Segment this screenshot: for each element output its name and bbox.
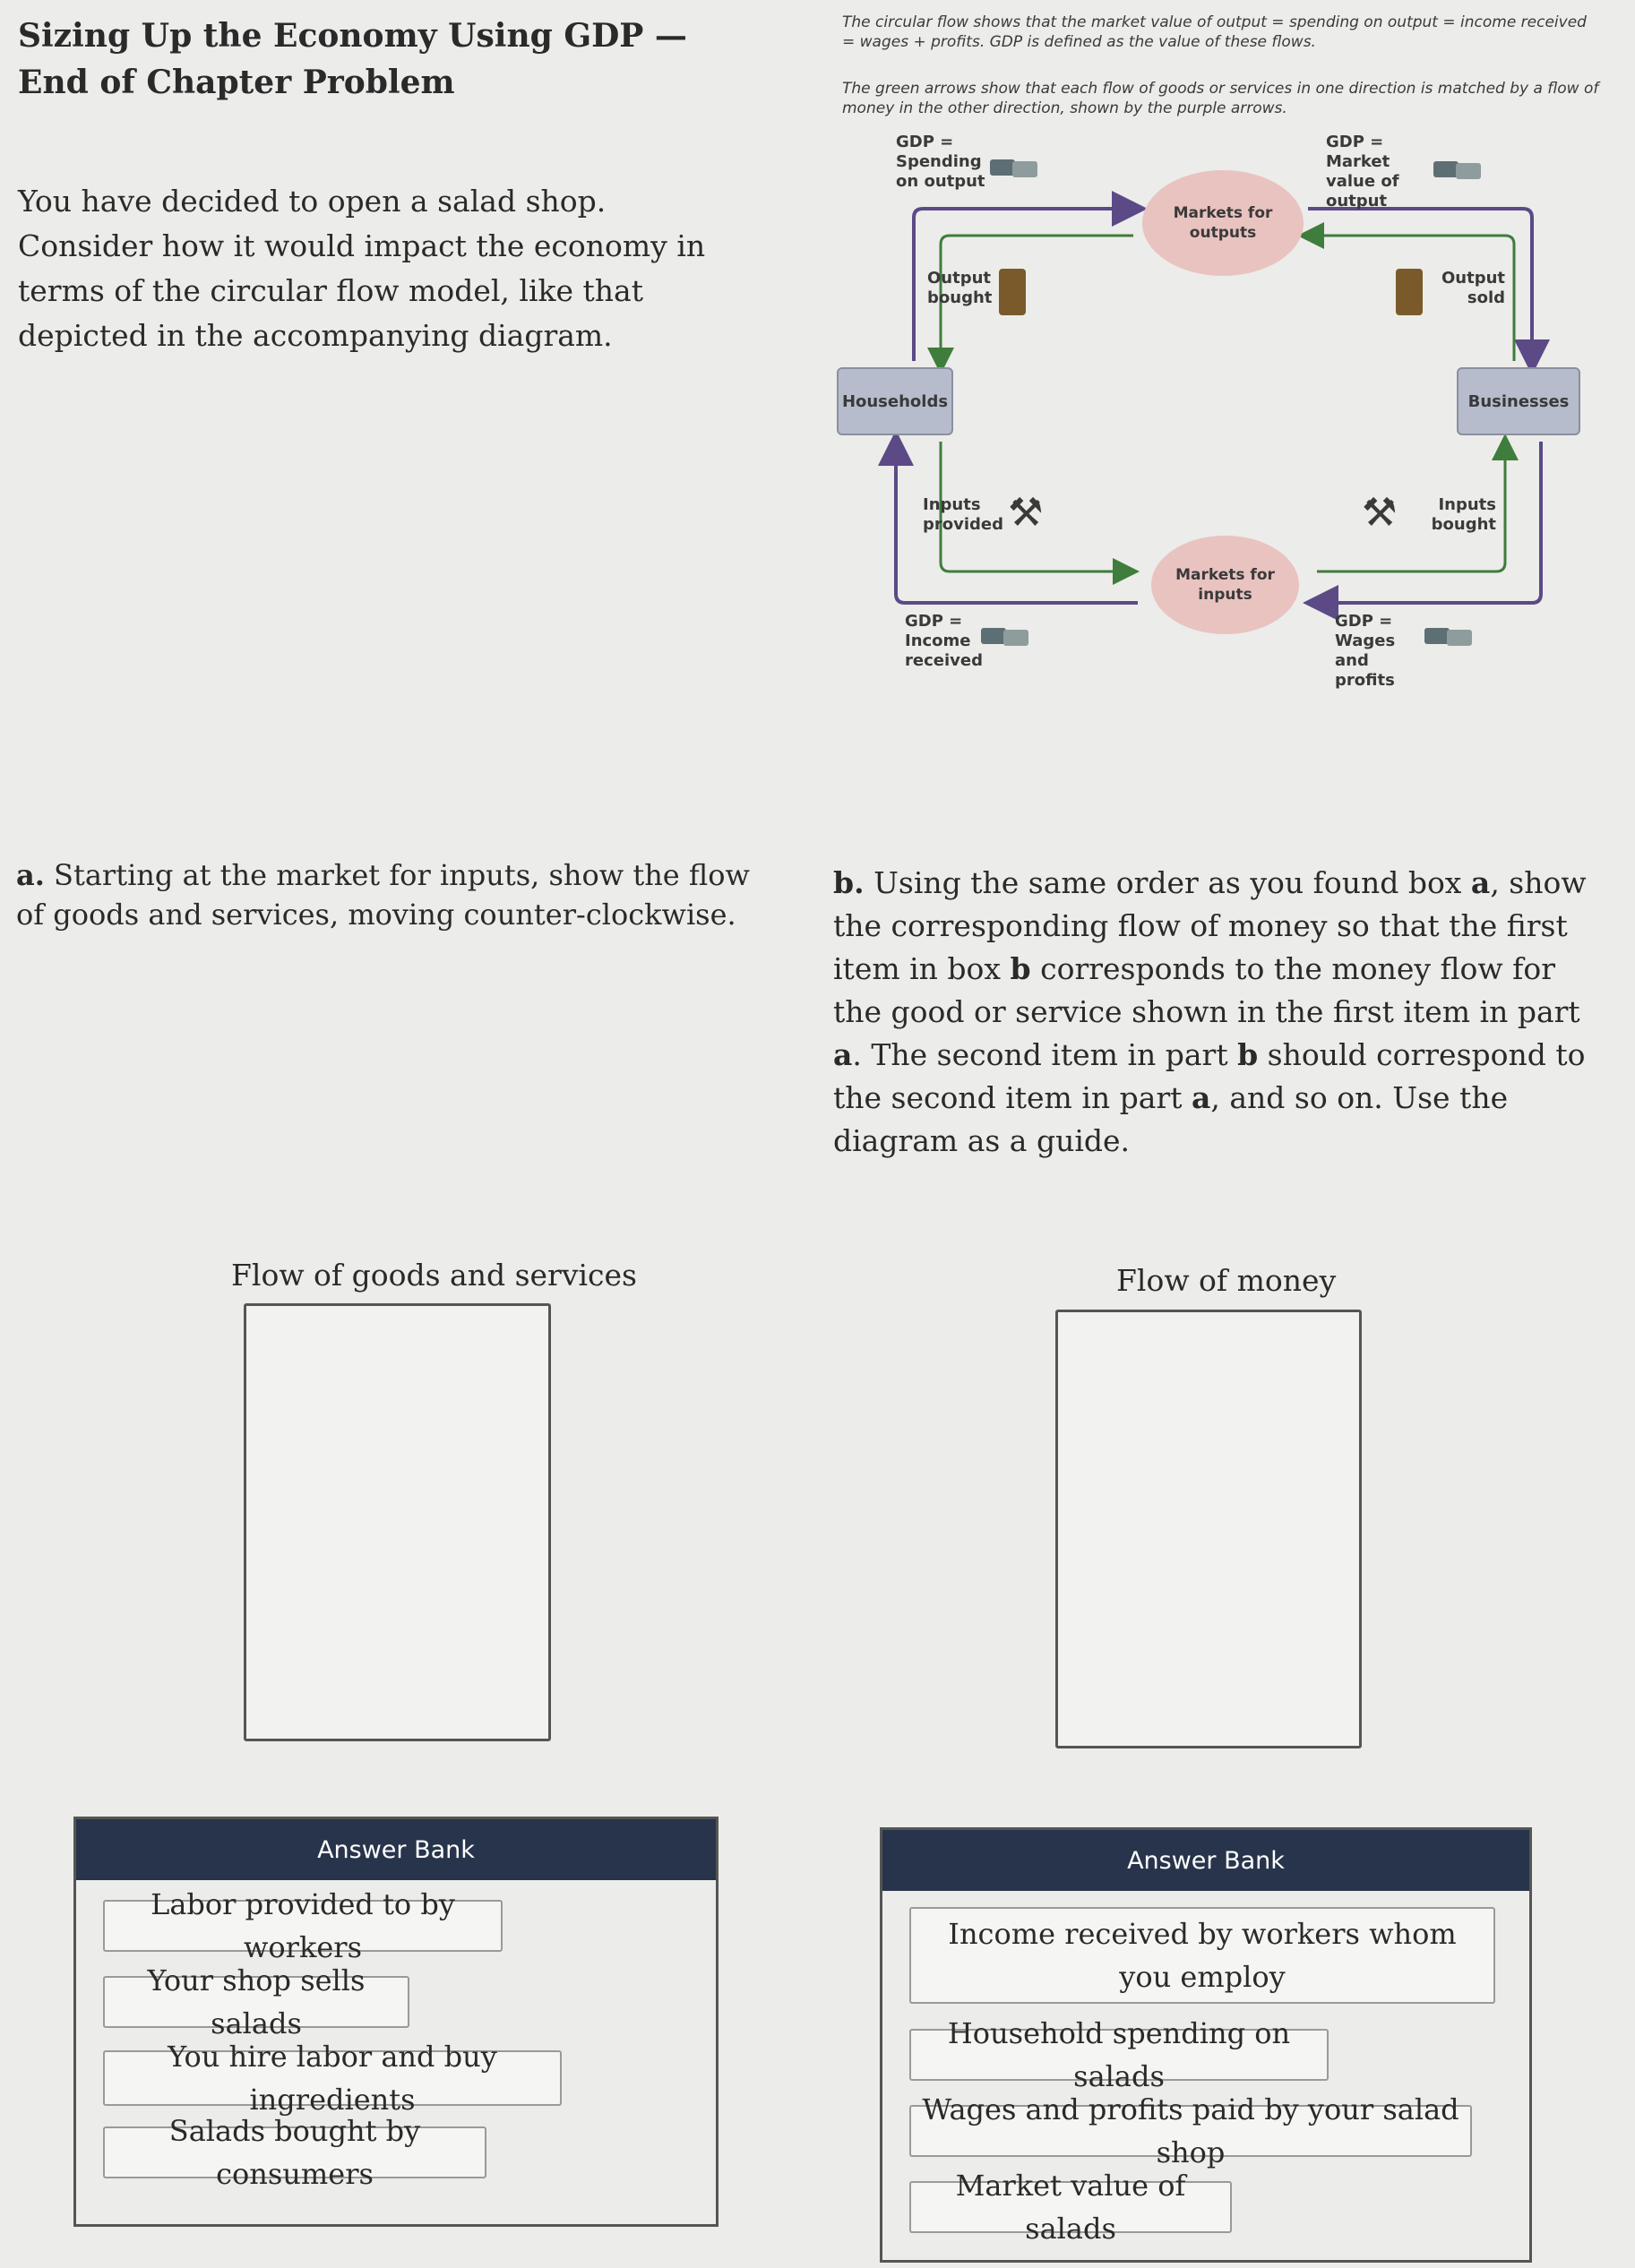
answer-chip-household-spending[interactable]: Household spending on salads [909, 2029, 1329, 2081]
money-icon [1456, 163, 1481, 179]
circular-flow-diagram [833, 7, 1622, 688]
answer-chip-market-value[interactable]: Market value of salads [909, 2181, 1232, 2233]
answer-chip-hire-labor[interactable]: You hire labor and buy ingredients [103, 2050, 562, 2106]
part-b-ref: a [1470, 865, 1491, 900]
money-flow-dropzone[interactable] [1055, 1310, 1362, 1748]
part-b-text: should correspond to the second item in part [833, 1037, 1586, 1115]
goods-flow-label: Flow of goods and services [231, 1258, 637, 1293]
answer-bank-money [880, 1827, 1532, 2263]
inputs-bought-label: Inputs bought [1431, 495, 1496, 534]
part-a-prompt [16, 855, 760, 934]
part-b-ref: b [1237, 1037, 1259, 1072]
answer-bank-header: Answer Bank [882, 1830, 1529, 1891]
page-title: Sizing Up the Economy Using GDP — End of Chapter Problem [18, 17, 687, 101]
gdp-spending-label: GDP = Spending on output [896, 133, 985, 191]
answer-chip-shop-sells-salads[interactable]: Your shop sells salads [103, 1976, 409, 2028]
part-b-prompt [833, 862, 1604, 1163]
gdp-wages-label: GDP = Wages and profits [1335, 612, 1396, 690]
output-bought-label: Output bought [927, 269, 993, 307]
answer-chip-income-received[interactable]: Income received by workers whom you employ [909, 1907, 1495, 2004]
part-b-letter: b. [833, 865, 865, 900]
businesses-node: Businesses [1457, 367, 1580, 435]
markets-for-outputs: Markets for outputs [1142, 170, 1304, 276]
goods-icon [999, 269, 1026, 315]
answer-bank-goods [73, 1817, 719, 2227]
diagram-caption-1: The circular flow shows that the market value of output = spending on output = income received = wages + profits. GDP is defined as the value of these flows. [842, 13, 1587, 51]
part-b-text: corresponds to the money flow for the good or service shown in the first item in part [833, 951, 1580, 1029]
part-b-text: , show the corresponding flow of money so that the first item in box [833, 865, 1587, 986]
gdp-income-label: GDP = Income received [905, 612, 983, 670]
worker-icon: ⚒ [1362, 490, 1398, 536]
part-b-text: . The second item in part [852, 1037, 1228, 1072]
inputs-provided-label: Inputs provided [923, 495, 1004, 534]
households-node: Households [837, 367, 953, 435]
goods-flow-dropzone[interactable] [244, 1303, 551, 1741]
money-icon [990, 159, 1015, 176]
diagram-caption-2: The green arrows show that each flow of goods or services in one direction is matched by a flow of money in the other direction, shown by the purple arrows. [842, 80, 1599, 117]
answer-chip-labor-provided[interactable]: Labor provided to by workers [103, 1900, 503, 1952]
money-flow-label: Flow of money [1116, 1263, 1337, 1298]
part-b-ref: b [1010, 951, 1031, 986]
part-a-letter: a. [16, 858, 45, 892]
part-b-text: , and so on. Use the diagram as a guide. [833, 1080, 1509, 1158]
part-b-text: Using the same order as you found box [873, 865, 1462, 900]
money-icon [1003, 630, 1028, 646]
problem-intro: You have decided to open a salad shop. Consider how it would impact the economy in terms of the circular flow model, like that depicted in the accompanying diagram. [18, 184, 706, 353]
part-b-ref: a [1191, 1080, 1211, 1115]
part-b-ref: a [833, 1037, 853, 1072]
goods-icon [1396, 269, 1423, 315]
answer-bank-header: Answer Bank [76, 1819, 716, 1880]
part-a-text: Starting at the market for inputs, show the flow of goods and services, moving counter-clockwise. [16, 858, 750, 932]
answer-chip-salads-bought[interactable]: Salads bought by consumers [103, 2126, 486, 2178]
worker-icon: ⚒ [1008, 490, 1044, 536]
gdp-market-value-label: GDP = Market value of output [1326, 133, 1399, 210]
money-icon [981, 628, 1006, 644]
money-icon [1433, 161, 1459, 177]
money-icon [1012, 161, 1037, 177]
money-icon [1424, 628, 1450, 644]
answer-chip-wages-profits[interactable]: Wages and profits paid by your salad shop [909, 2105, 1472, 2157]
money-icon [1447, 630, 1472, 646]
output-sold-label: Output sold [1441, 269, 1505, 307]
markets-for-inputs: Markets for inputs [1151, 536, 1299, 634]
